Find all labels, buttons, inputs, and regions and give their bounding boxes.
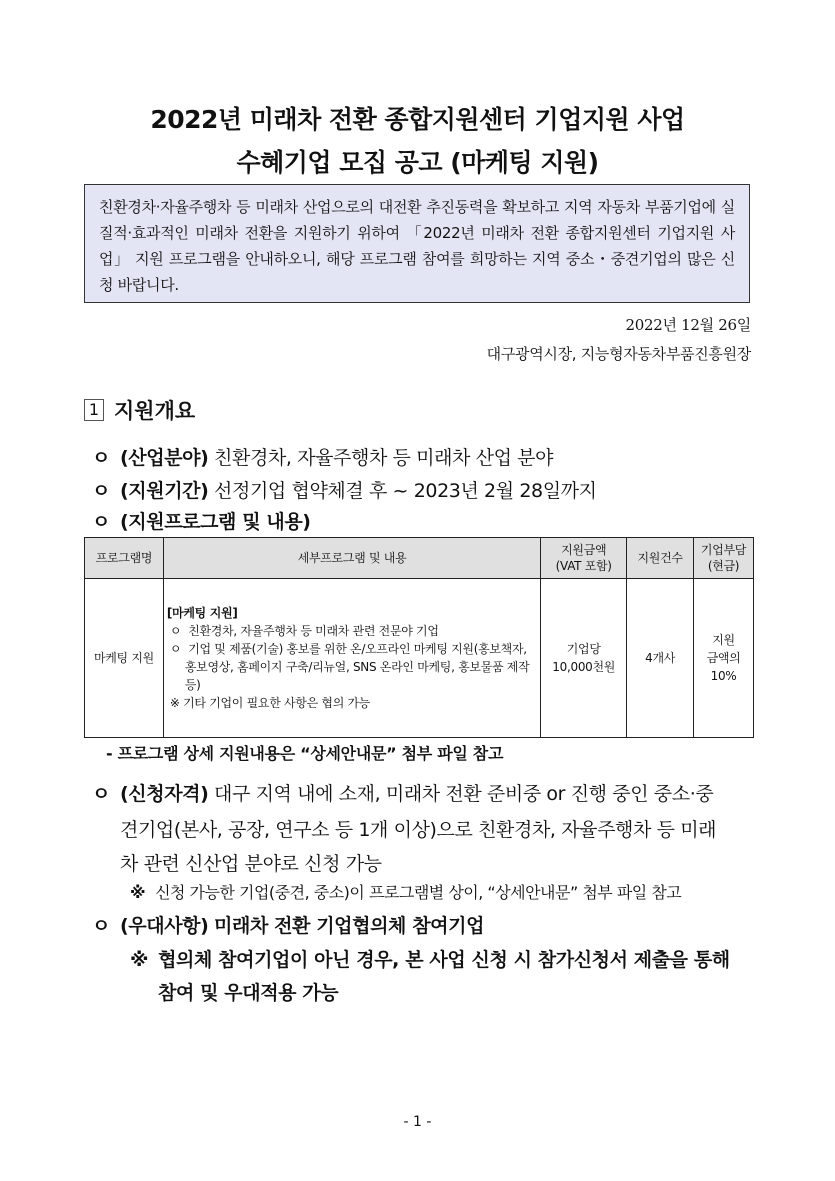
bullet-label: (신청자격) <box>120 783 209 805</box>
table-row <box>85 579 754 738</box>
bullet-mark: ㅇ <box>92 447 110 469</box>
bullet-mark: ㅇ <box>92 480 110 502</box>
table-note: - 프로그램 상세 지원내용은 “상세안내문” 첨부 파일 참고 <box>106 744 504 763</box>
bullet-qualification <box>92 779 713 806</box>
bullet-program <box>92 507 311 534</box>
header-program: 프로그램명 <box>85 538 164 579</box>
table-header-row <box>85 538 754 579</box>
intro-box: 친환경차·자율주행차 등 미래차 산업으로의 대전환 추진동력을 확보하고 지역 자동차 부품기업에 실질적·효과적인 미래차 전환을 지원하기 위하여 「2022년 미래차 전환 종합지원센터 기업지원 사업」 지원 프로그램을 안내하오니, 해당 프로그램 참여를 희망하는 지역 중소・중견기업의 많은 신청 바랍니다. <box>84 184 750 303</box>
bullet-mark: ㅇ <box>92 783 110 805</box>
detail-note: ※ 기타 기업이 필요한 사항은 협의 가능 <box>169 696 371 710</box>
detail-item: ㅇ 기업 및 제품(기술) 홍보를 위한 온/오프라인 마케팅 지원(홍보책자, 홍보영상, 홈페이지 구축/리뉴얼, SNS 온라인 마케팅, 홍보물품 제작 등) <box>169 642 530 692</box>
qualification-continued-2: 차 관련 신산업 분야로 신청 가능 <box>120 853 382 875</box>
header-burden: 기업부담 (현금) <box>694 538 754 579</box>
qualification-continued-1: 견기업(본사, 공장, 연구소 등 1개 이상)으로 친환경차, 자율주행차 등 미래 <box>120 819 717 841</box>
bullet-text: 대구 지역 내에 소재, 미래차 전환 준비중 or 진행 중인 중소·중 <box>214 783 714 805</box>
header-detail: 세부프로그램 및 내용 <box>163 538 540 579</box>
bullet-label: (우대사항) <box>120 915 209 937</box>
section-title: 지원개요 <box>114 399 196 423</box>
bullet-industry <box>92 443 553 470</box>
bullet-preference <box>92 911 484 938</box>
preference-reference <box>130 945 730 972</box>
cell-detail <box>163 579 540 738</box>
announcement-date: 2022년 12월 26일 <box>625 316 751 334</box>
detail-title: [마케팅 지원] <box>166 606 238 620</box>
cell-amount: 기업당 10,000천원 <box>541 579 627 738</box>
cell-burden: 지원 금액의 10% <box>694 579 754 738</box>
cell-count: 4개사 <box>627 579 694 738</box>
reference-mark: ※ <box>130 883 146 902</box>
page-number: - 1 - <box>403 1114 432 1130</box>
bullet-label: (산업분야) <box>120 447 209 469</box>
bullet-text: 선정기업 협약체결 후 ~ 2023년 2월 28일까지 <box>214 480 597 502</box>
cell-program: 마케팅 지원 <box>85 579 164 738</box>
reference-text: 신청 가능한 기업(중견, 중소)이 프로그램별 상이, “상세안내문” 첨부 파일 참고 <box>155 883 682 902</box>
section-number: 1 <box>84 399 104 421</box>
reference-mark: ※ <box>130 949 149 971</box>
bullet-mark: ㅇ <box>92 511 110 533</box>
issuing-organization: 대구광역시장, 지능형자동차부품진흥원장 <box>486 345 751 363</box>
header-amount: 지원금액 (VAT 포함) <box>541 538 627 579</box>
bullet-text: 친환경차, 자율주행차 등 미래차 산업 분야 <box>214 447 554 469</box>
document-title-line1: 2022년 미래차 전환 종합지원센터 기업지원 사업 <box>150 105 685 134</box>
qualification-reference <box>130 880 681 903</box>
header-count: 지원건수 <box>627 538 694 579</box>
bullet-mark: ㅇ <box>92 915 110 937</box>
program-table <box>84 537 754 738</box>
bullet-period <box>92 476 597 503</box>
document-title-line2: 수혜기업 모집 공고 (마케팅 지원) <box>236 148 599 177</box>
reference-text: 협의체 참여기업이 아닌 경우, 본 사업 신청 시 참가신청서 제출을 통해 <box>158 949 730 971</box>
bullet-label: (지원프로그램 및 내용) <box>120 511 311 533</box>
section-header <box>84 395 195 425</box>
bullet-label: (지원기간) <box>120 480 209 502</box>
preference-reference-continued: 참여 및 우대적용 가능 <box>158 982 339 1004</box>
bullet-text: 미래차 전환 기업협의체 참여기업 <box>214 915 485 937</box>
detail-item: ㅇ 친환경차, 자율주행차 등 미래차 관련 전문야 기업 <box>169 624 439 638</box>
